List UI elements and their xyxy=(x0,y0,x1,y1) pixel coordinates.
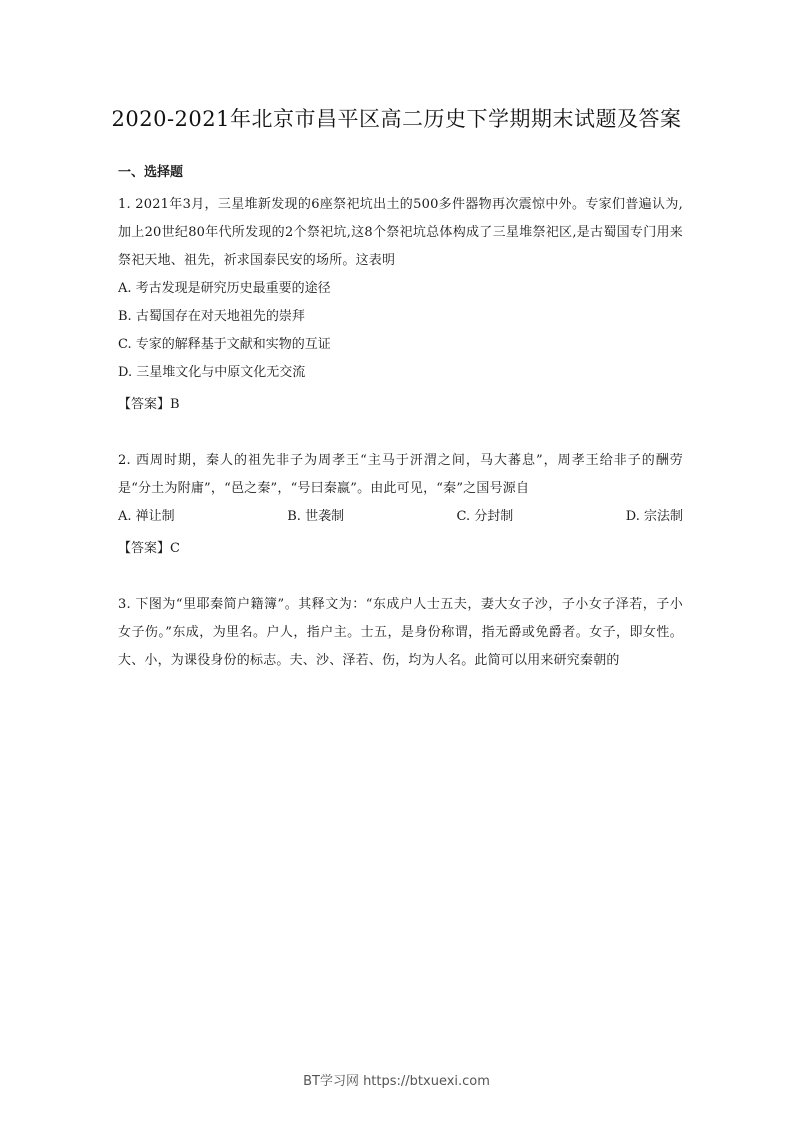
option-a: A. 禅让制 xyxy=(118,509,175,524)
question-2 xyxy=(118,447,683,563)
options-row xyxy=(118,503,683,531)
question-stem: 1. 2021年3月，三星堆新发现的6座祭祀坑出土的500多件器物再次震惊中外。专家们普遍认为,加上20世纪80年代所发现的2个祭祀坑,这8个祭祀坑总体构成了三星堆祭祀区,是古蜀国专门用来祭祀天地、祖先，祈求国泰民安的场所。这表明 xyxy=(118,197,683,268)
section-heading: 一、选择题 xyxy=(118,165,184,180)
footer-watermark: BT学习网 https://btxuexi.com xyxy=(303,1074,490,1089)
option-b: B. 世袭制 xyxy=(287,509,345,524)
spacer xyxy=(118,563,683,591)
option-b: B. 古蜀国存在对天地祖先的崇拜 xyxy=(118,309,305,324)
question-1 xyxy=(118,191,683,419)
option-d: D. 宗法制 xyxy=(625,509,683,524)
document-title: 2020-2021年北京市昌平区高二历史下学期期末试题及答案 xyxy=(111,107,682,131)
answer-label: 【答案】C xyxy=(118,541,180,556)
question-stem: 2. 西周时期，秦人的祖先非子为周孝王“主马于汧渭之间，马大蕃息”，周孝王给非子的酬劳是“分土为附庸”，“邑之秦”，“号曰秦嬴”。由此可见，“秦”之国号源自 xyxy=(118,453,683,496)
option-c: C. 分封制 xyxy=(456,509,514,524)
question-3 xyxy=(118,591,683,675)
option-a: A. 考古发现是研究历史最重要的途径 xyxy=(118,281,331,296)
question-stem: 3. 下图为“里耶秦简户籍簿”。其释文为：“东成户人士五夫，妻大女子沙，子小女子泽若，子小女子伤。”东成，为里名。户人，指户主。士五，是身份称谓，指无爵或免爵者。女子，即女性。大、小，为课役身份的标志。夫、沙、泽若、伤，均为人名。此简可以用来研究秦朝的 xyxy=(118,597,683,668)
option-c: C. 专家的解释基于文献和实物的互证 xyxy=(118,337,331,352)
document-body xyxy=(118,163,683,675)
option-d: D. 三星堆文化与中原文化无交流 xyxy=(118,365,306,380)
answer-label: 【答案】B xyxy=(118,397,180,412)
spacer xyxy=(118,419,683,447)
